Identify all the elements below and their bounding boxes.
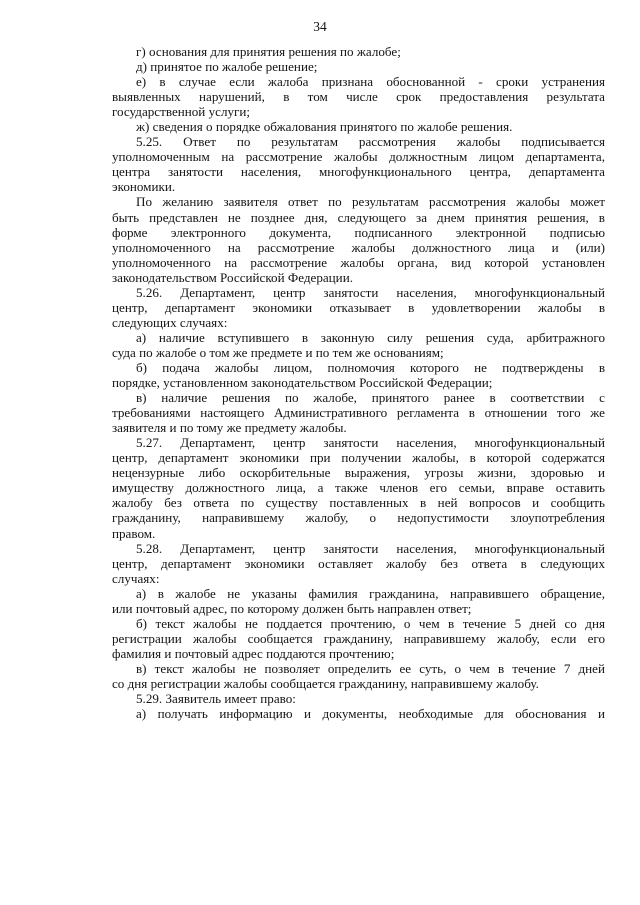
- text-line: центр, департамент экономики отказывает в удовлетворении жалобы в: [112, 299, 605, 315]
- text-line: фамилия и почтовый адрес поддаются прочтению;: [112, 645, 395, 661]
- text-line: 5.27. Департамент, центр занятости населения, многофункциональный: [136, 435, 605, 451]
- text-line: в) текст жалобы не позволяет определить ее суть, о чем в течение 7 дней: [136, 660, 605, 676]
- text-line: 5.26. Департамент, центр занятости населения, многофункциональный: [136, 284, 605, 300]
- text-line: законодательством Российской Федерации.: [112, 269, 353, 285]
- text-line: е) в случае если жалоба признана обоснованной - сроки устранения: [136, 74, 605, 90]
- text-line: ж) сведения о порядке обжалования принятого по жалобе решения.: [136, 119, 513, 135]
- document-body: [112, 44, 605, 721]
- text-line: требованиями настоящего Административного регламента в отношении того же: [112, 405, 605, 421]
- text-line: уполномоченного на рассмотрение жалобы органа, вид которой установлен: [112, 254, 605, 270]
- text-line: уполномоченным на рассмотрение жалобы должностным лицом департамента,: [112, 149, 605, 165]
- text-line: г) основания для принятия решения по жалобе;: [136, 44, 401, 59]
- text-line: 5.29. Заявитель имеет право:: [136, 691, 296, 707]
- text-line: имуществу должностного лица, а также членов его семьи, вправе оставить: [112, 480, 605, 496]
- text-line: б) подача жалобы лицом, полномочия которого не подтверждены в: [136, 359, 605, 375]
- text-line: центра занятости населения, многофункционального центра, департамента: [112, 164, 605, 180]
- text-line: выявленных нарушений, в том числе срок предоставления результата: [112, 89, 605, 105]
- text-line: регистрации жалобы сообщается гражданину, направившему жалобу, если его: [112, 630, 605, 646]
- text-line: в) наличие решения по жалобе, принятого ранее в соответствии с: [136, 390, 605, 406]
- text-line: форме электронного документа, подписанного электронной подписью: [112, 224, 605, 240]
- text-line: экономики.: [112, 179, 176, 195]
- text-line: случаях:: [112, 570, 160, 586]
- page-number: 34: [313, 19, 327, 34]
- text-line: следующих случаях:: [112, 314, 228, 330]
- text-line: д) принятое по жалобе решение;: [136, 59, 318, 75]
- text-line: или почтовый адрес, по которому должен быть направлен ответ;: [112, 600, 472, 616]
- text-line: а) получать информацию и документы, необходимые для обоснования и: [136, 706, 605, 722]
- text-line: 5.25. Ответ по результатам рассмотрения жалобы подписывается: [136, 134, 605, 150]
- text-line: быть представлен не позднее дня, следующего за днем принятия решения, в: [112, 209, 605, 225]
- text-line: государственной услуги;: [112, 104, 251, 120]
- text-line: По желанию заявителя ответ по результатам рассмотрения жалобы может: [136, 194, 605, 210]
- text-line: порядке, установленном законодательством Российской Федерации;: [112, 375, 493, 391]
- text-line: нецензурные либо оскорбительные выражения, угрозы жизни, здоровью и: [112, 465, 605, 481]
- text-line: гражданину, направившему жалобу, о недопустимости злоупотребления: [112, 510, 605, 526]
- text-line: уполномоченного на рассмотрение жалобы должностного лица и (или): [112, 239, 605, 255]
- text-line: со дня регистрации жалобы сообщается гражданину, направившему жалобу.: [112, 675, 539, 691]
- text-line: суда по жалобе о том же предмете и по тем же основаниям;: [112, 344, 444, 360]
- text-line: 5.28. Департамент, центр занятости населения, многофункциональный: [136, 540, 605, 556]
- text-line: б) текст жалобы не поддается прочтению, о чем в течение 5 дней со дня: [136, 615, 605, 631]
- text-line: а) наличие вступившего в законную силу решения суда, арбитражного: [136, 329, 605, 345]
- text-line: заявителя и по тому же предмету жалобы.: [112, 420, 347, 436]
- text-line: жалобу без ответа по существу поставленных в ней вопросов и сообщить: [112, 495, 605, 511]
- text-line: центр, департамент экономики при получении жалобы, в которой содержатся: [112, 450, 605, 466]
- text-line: а) в жалобе не указаны фамилия гражданина, направившего обращение,: [136, 585, 605, 601]
- text-line: правом.: [112, 525, 156, 541]
- text-line: центр, департамент экономики оставляет жалобу без ответа в следующих: [112, 555, 605, 571]
